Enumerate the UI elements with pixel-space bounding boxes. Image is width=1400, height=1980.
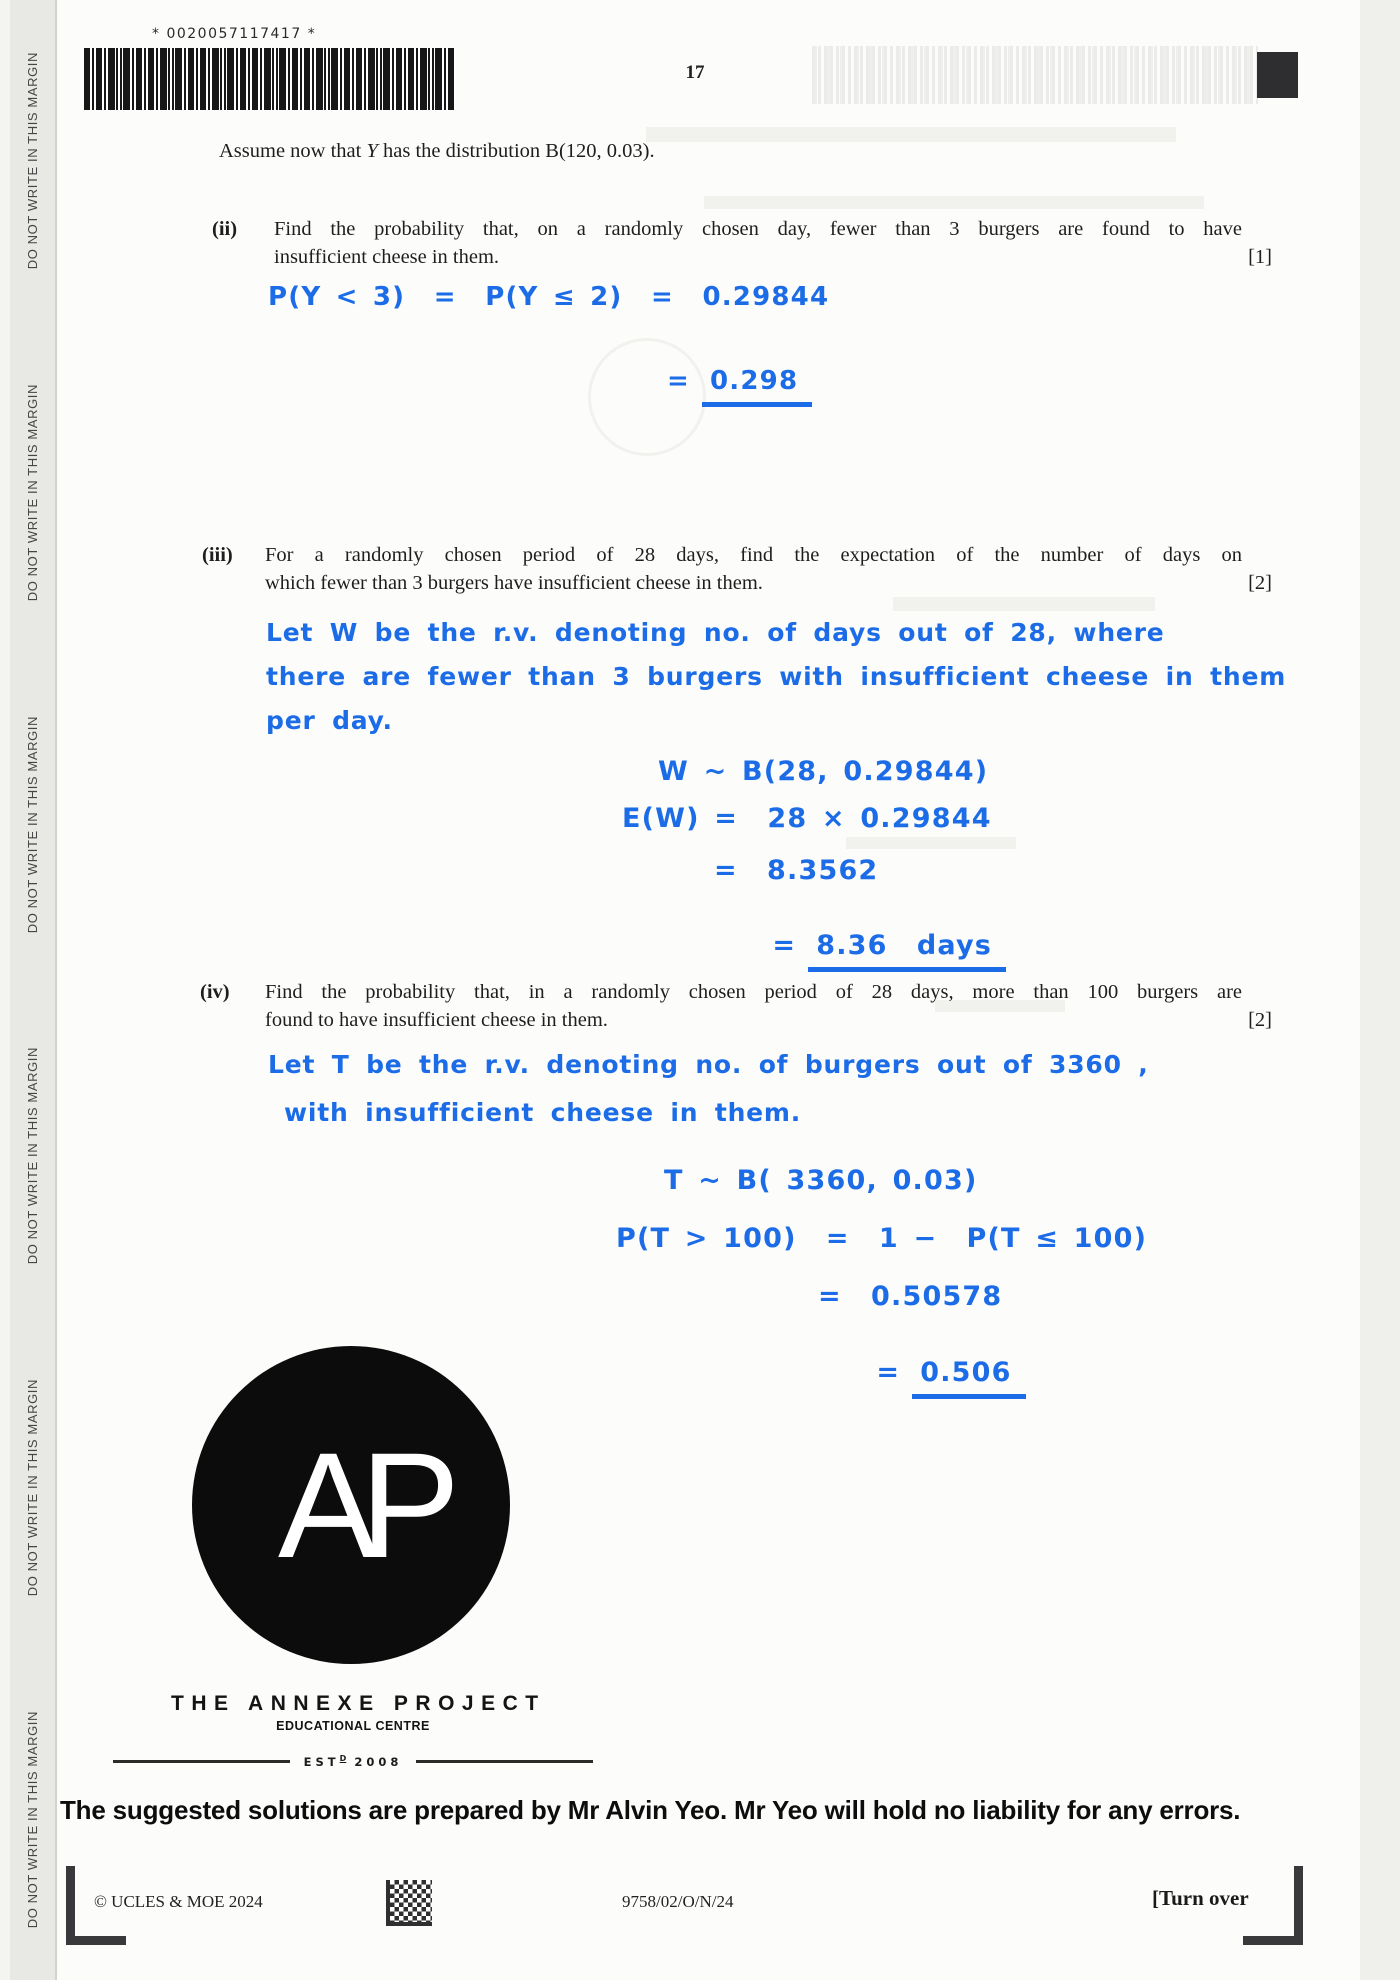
corner-mark-bottom-right-horizontal bbox=[1243, 1936, 1303, 1945]
candidate-barcode bbox=[84, 48, 456, 110]
solution-ii-working: P(Y < 3) = P(Y ≤ 2) = 0.29844 bbox=[268, 282, 830, 312]
solution-ii-answer-row bbox=[610, 336, 812, 426]
scan-edge-band bbox=[1360, 0, 1400, 1980]
bleed-through-artifact bbox=[646, 127, 1176, 142]
solution-iv-answer-row bbox=[818, 1326, 1026, 1419]
intro-text-pre: Assume now that bbox=[219, 140, 367, 162]
logo-subtitle: EDUCATIONAL CENTRE bbox=[276, 1719, 430, 1733]
bleed-through-artifact bbox=[893, 597, 1155, 611]
footer-paper-code: 9758/02/O/N/24 bbox=[622, 1892, 734, 1911]
equals-sign: = bbox=[876, 1357, 901, 1388]
equals-sign: = bbox=[667, 366, 691, 396]
solution-iii-note-line3: per day. bbox=[266, 706, 393, 735]
est-rule-left bbox=[113, 1760, 290, 1763]
question-iv-label: (iv) bbox=[200, 981, 230, 1003]
page-number: 17 bbox=[685, 62, 705, 83]
solution-iii-note-line2: there are fewer than 3 burgers with insufficient cheese in them bbox=[266, 662, 1287, 691]
left-margin-strip bbox=[0, 0, 60, 1980]
question-iii-text-line1: For a randomly chosen period of 28 days, find the expectation of the number of days on bbox=[265, 544, 1242, 566]
logo-name: THE ANNEXE PROJECT bbox=[171, 1692, 546, 1715]
question-ii-marks: [1] bbox=[1248, 246, 1272, 268]
logo-established-text bbox=[304, 1754, 403, 1769]
est-superscript: D bbox=[339, 1754, 347, 1763]
disclaimer-text: The suggested solutions are prepared by Mr Alvin Yeo. Mr Yeo will hold no liability for any errors. bbox=[60, 1795, 1241, 1825]
solution-iii-expectation: E(W) = 28 × 0.29844 bbox=[622, 803, 992, 834]
barcode-number-label: * 0020057117417 * bbox=[152, 26, 317, 42]
intro-text-post: has the distribution B(120, 0.03). bbox=[377, 140, 655, 162]
question-ii-text-line2: insufficient cheese in them. bbox=[274, 246, 500, 268]
solution-iii-note-line1: Let W be the r.v. denoting no. of days out of 28, where bbox=[266, 618, 1165, 647]
est-rule-right bbox=[416, 1760, 593, 1763]
question-ii-text-line1: Find the probability that, on a randomly chosen day, fewer than 3 burgers are found to have bbox=[274, 218, 1242, 240]
corner-mark-bottom-right-vertical bbox=[1294, 1866, 1303, 1944]
question-iii-marks: [2] bbox=[1248, 572, 1272, 594]
question-ii-label: (ii) bbox=[212, 218, 238, 240]
qr-code bbox=[386, 1880, 432, 1926]
intro-text bbox=[219, 140, 655, 163]
bleed-through-artifact bbox=[704, 196, 1204, 209]
margin-warning-text: DO NOT WRITE IN THIS MARGIN bbox=[24, 1379, 40, 1597]
corner-mark-bottom-left-vertical bbox=[66, 1866, 75, 1944]
est-prefix: EST bbox=[303, 1754, 340, 1769]
margin-warning-text: DO NOT WRITE IN THIS MARGIN bbox=[24, 52, 40, 270]
solution-iv-working: P(T > 100) = 1 − P(T ≤ 100) bbox=[616, 1223, 1148, 1254]
solution-iii-distribution: W ~ B(28, 0.29844) bbox=[658, 756, 989, 787]
solution-iv-note-line1: Let T be the r.v. denoting no. of burgers out of 3360 , bbox=[268, 1050, 1149, 1079]
margin-warning-text: DO NOT WRITE IN THIS MARGIN bbox=[24, 715, 40, 933]
question-iii-text-line2: which fewer than 3 burgers have insufficient cheese in them. bbox=[265, 572, 763, 594]
annexe-project-logo bbox=[192, 1346, 510, 1664]
intro-variable: Y bbox=[366, 140, 378, 162]
corner-square-artifact bbox=[1257, 52, 1298, 98]
margin-warning-text: DO NOT WRITE IN THIS MARGIN bbox=[24, 383, 40, 601]
est-year: 2008 bbox=[354, 1754, 403, 1769]
solution-ii-final-answer: 0.298 bbox=[702, 366, 812, 407]
corner-mark-bottom-left-horizontal bbox=[66, 1936, 126, 1945]
question-iv-text-line1: Find the probability that, in a randomly chosen period of 28 days, more than 100 burgers are bbox=[265, 981, 1242, 1003]
logo-monogram: AP bbox=[277, 1420, 443, 1589]
logo-established-row bbox=[113, 1754, 593, 1769]
solution-iii-answer-row bbox=[714, 899, 1006, 992]
solution-iv-distribution: T ~ B( 3360, 0.03) bbox=[664, 1165, 978, 1196]
question-iii-label: (iii) bbox=[202, 544, 233, 566]
question-iv-marks: [2] bbox=[1248, 1009, 1272, 1031]
solution-iv-final-answer: 0.506 bbox=[912, 1357, 1025, 1399]
equals-sign: = bbox=[772, 930, 797, 961]
margin-warning-text: DO NOT WRITE IN THIS MARGIN bbox=[24, 1047, 40, 1265]
solution-iii-value: = 8.3562 bbox=[714, 855, 879, 886]
solution-iv-value: = 0.50578 bbox=[818, 1281, 1003, 1312]
bleed-through-barcode-artifact bbox=[812, 46, 1258, 104]
question-iv-text-line2: found to have insufficient cheese in them. bbox=[265, 1009, 608, 1031]
solution-iv-note-line2: with insufficient cheese in them. bbox=[284, 1098, 802, 1127]
margin-warning-text: DO NOT WRITE IN THIS MARGIN bbox=[24, 1710, 40, 1928]
footer-copyright: © UCLES & MOE 2024 bbox=[94, 1892, 263, 1911]
solution-iii-final-answer: 8.36 days bbox=[808, 930, 1006, 972]
turn-over-label: [Turn over bbox=[1152, 1886, 1249, 1910]
bleed-through-artifact bbox=[846, 837, 1016, 849]
